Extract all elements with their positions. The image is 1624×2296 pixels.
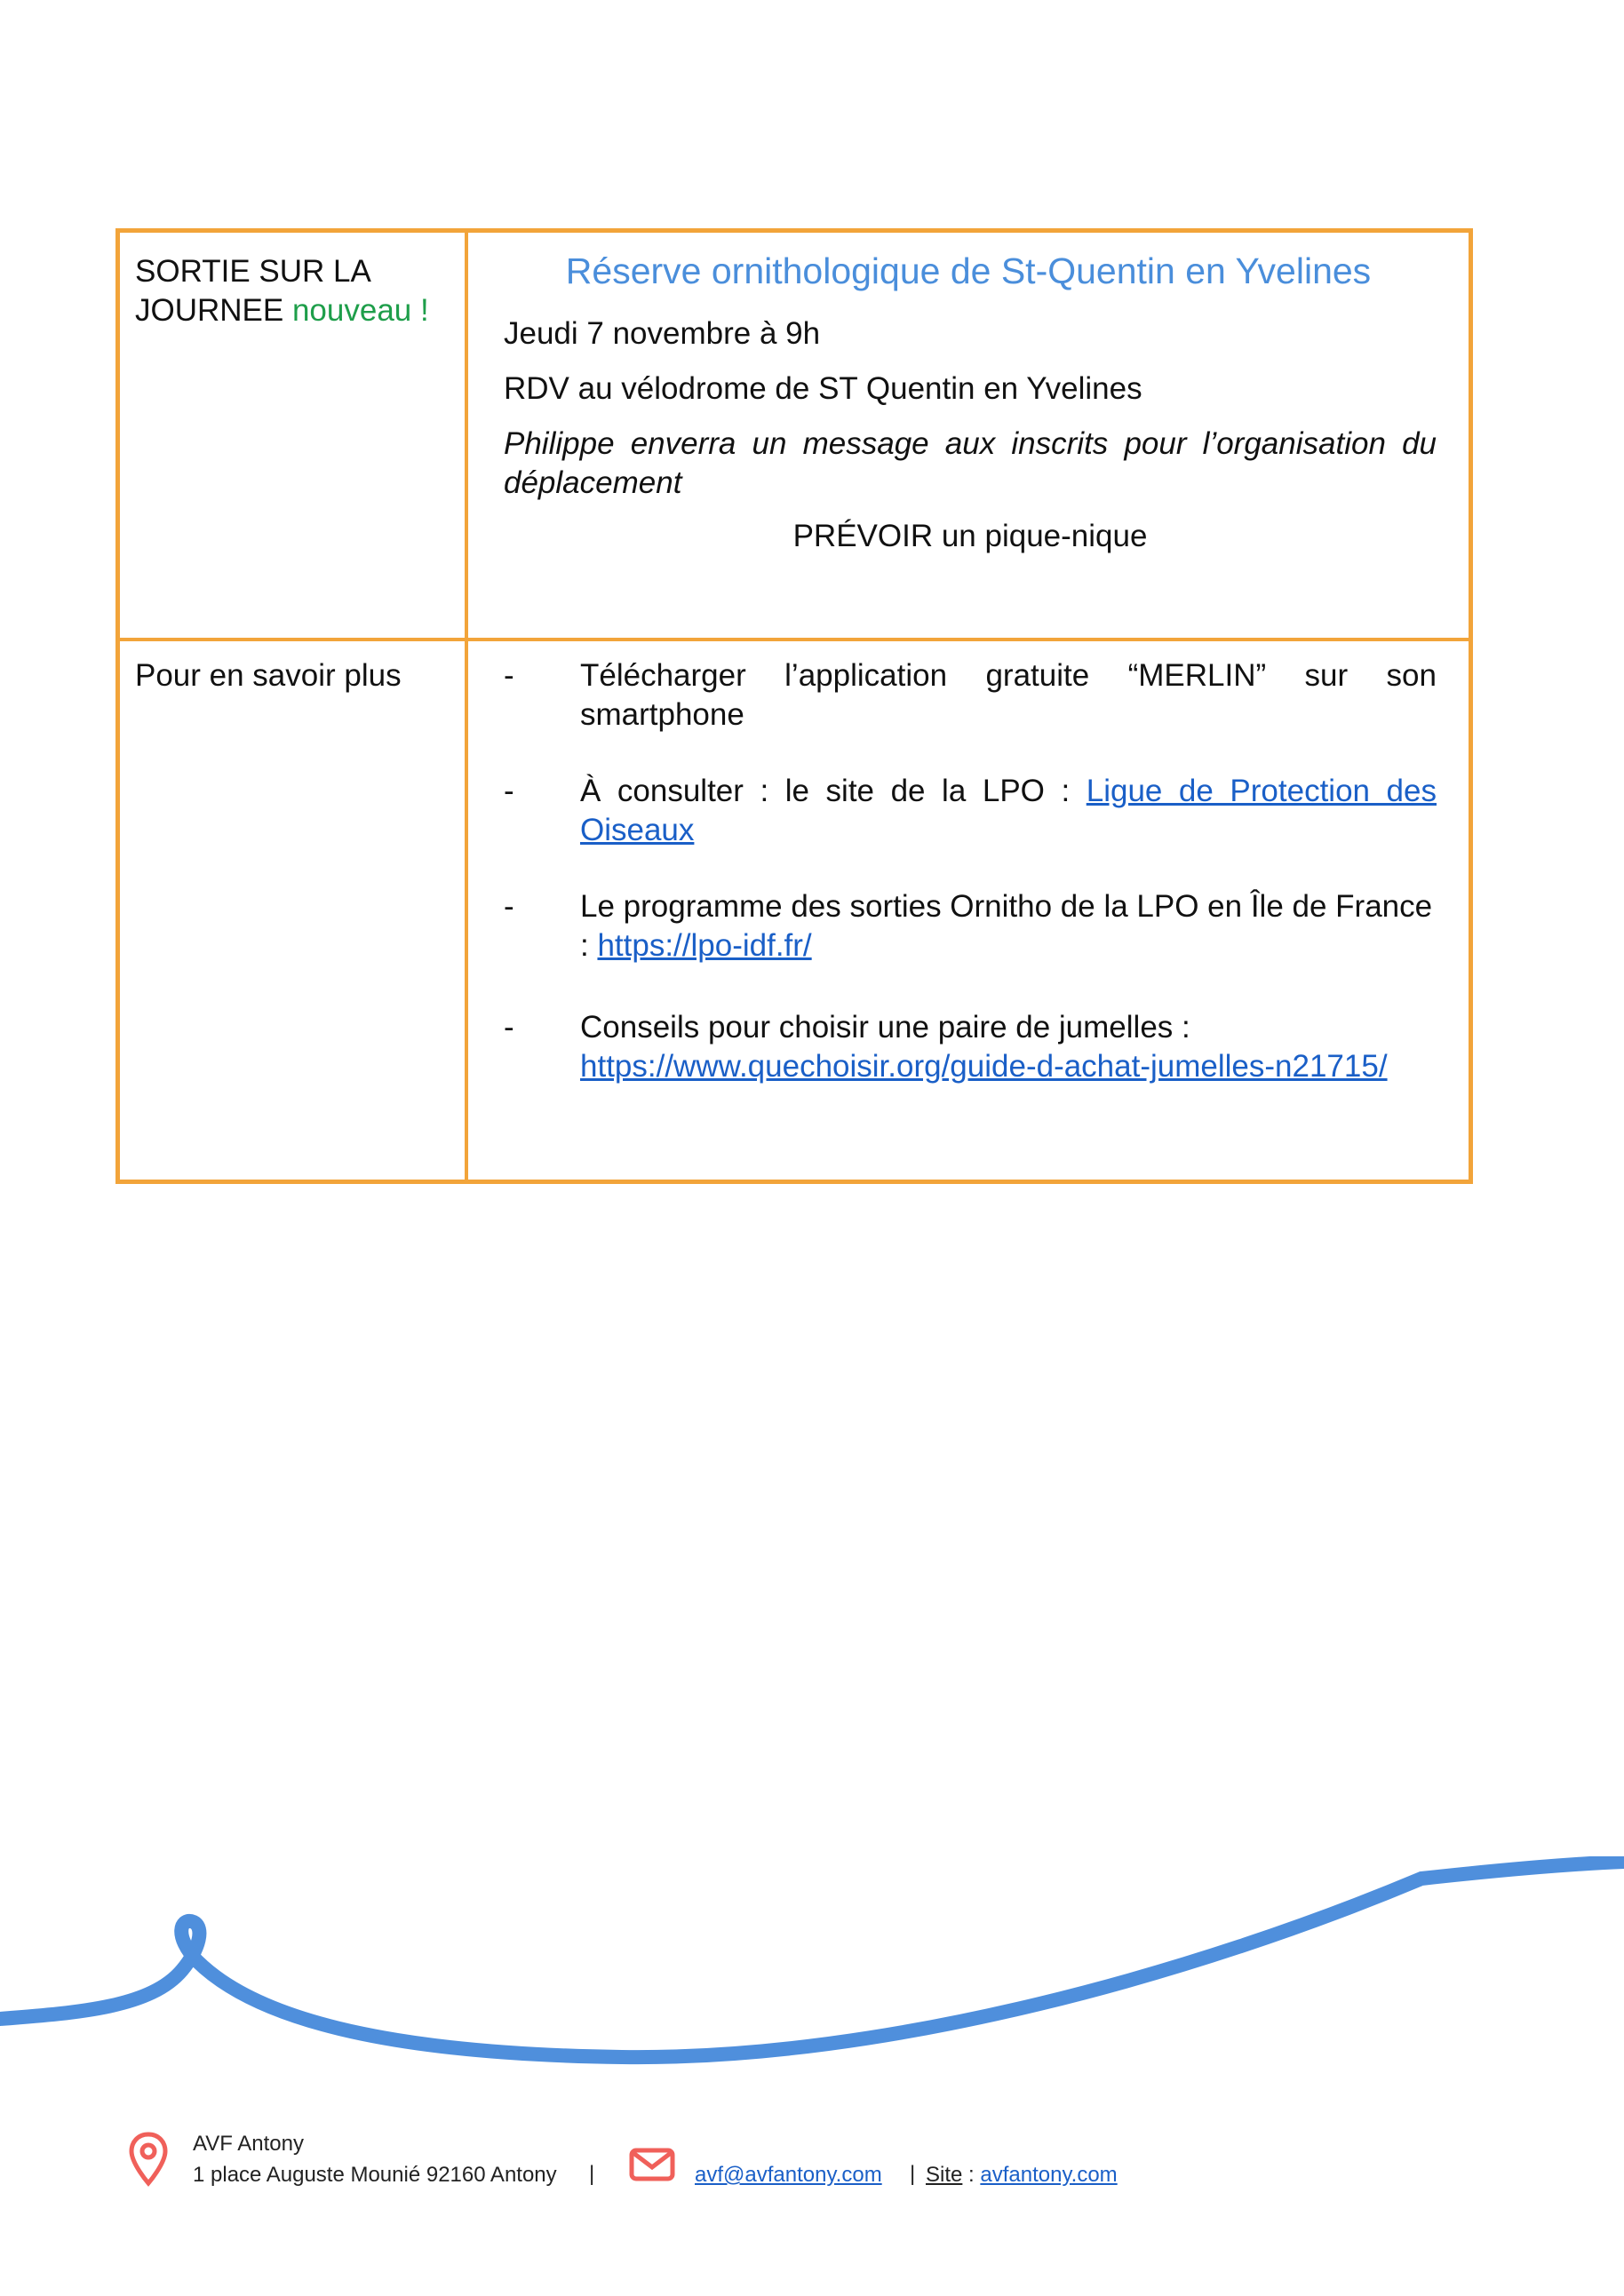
info-table xyxy=(115,228,1473,1184)
event-title: Réserve ornithologique de St-Quentin en Yvelines xyxy=(565,250,1372,291)
footer-org: AVF Antony xyxy=(193,2132,304,2156)
footer-separator: | xyxy=(589,2162,595,2186)
quechoisir-link[interactable]: https://www.quechoisir.org/guide-d-achat-jumelles-n21715/ xyxy=(580,1049,1388,1084)
table-column-divider xyxy=(465,233,468,1180)
new-badge: nouveau ! xyxy=(291,293,429,328)
mail-icon xyxy=(629,2148,675,2181)
table-row-divider xyxy=(120,638,1469,641)
footer-address: 1 place Auguste Mounié 92160 Antony xyxy=(193,2163,557,2187)
footer-email-link[interactable]: avf@avfantony.com xyxy=(695,2163,882,2187)
location-pin-icon xyxy=(129,2132,168,2187)
decorative-wave xyxy=(0,1856,1624,2078)
event-date: Jeudi 7 novembre à 9h xyxy=(504,316,821,351)
footer xyxy=(0,2114,1624,2203)
footer-site: Site : avfantony.com xyxy=(926,2163,1118,2187)
lpo-idf-link[interactable]: https://lpo-idf.fr/ xyxy=(597,928,812,963)
list-item: - Télécharger l’application gratuite “MERLIN” sur son smartphone xyxy=(504,658,1437,732)
list-item: - Conseils pour choisir une paire de jumelles : https://www.quechoisir.org/guide-d-achat-jumelles-n21715/ xyxy=(504,1010,1388,1084)
event-note: Philippe enverra un message aux inscrits pour l’organisation du déplacement xyxy=(504,426,1437,500)
lpo-link[interactable]: Ligue de Protection des Oiseaux xyxy=(580,774,1437,847)
list-item: - À consulter : le site de la LPO : Ligue de Protection des Oiseaux xyxy=(504,774,1437,847)
more-info-list xyxy=(504,656,1437,1086)
outing-label-text: SORTIE SUR LA JOURNEE xyxy=(135,254,370,328)
footer-site-link[interactable]: avfantony.com xyxy=(980,2163,1118,2187)
event-bring: PRÉVOIR un pique-nique xyxy=(792,519,1148,553)
footer-separator-2: | xyxy=(910,2162,916,2186)
event-meeting-point: RDV au vélodrome de ST Quentin en Yvelines xyxy=(504,371,1142,406)
list-item: - Le programme des sorties Ornitho de la LPO en Île de France : https://lpo-idf.fr/ xyxy=(504,889,1433,963)
more-info-label: Pour en savoir plus xyxy=(135,658,402,693)
outing-label xyxy=(135,252,450,330)
